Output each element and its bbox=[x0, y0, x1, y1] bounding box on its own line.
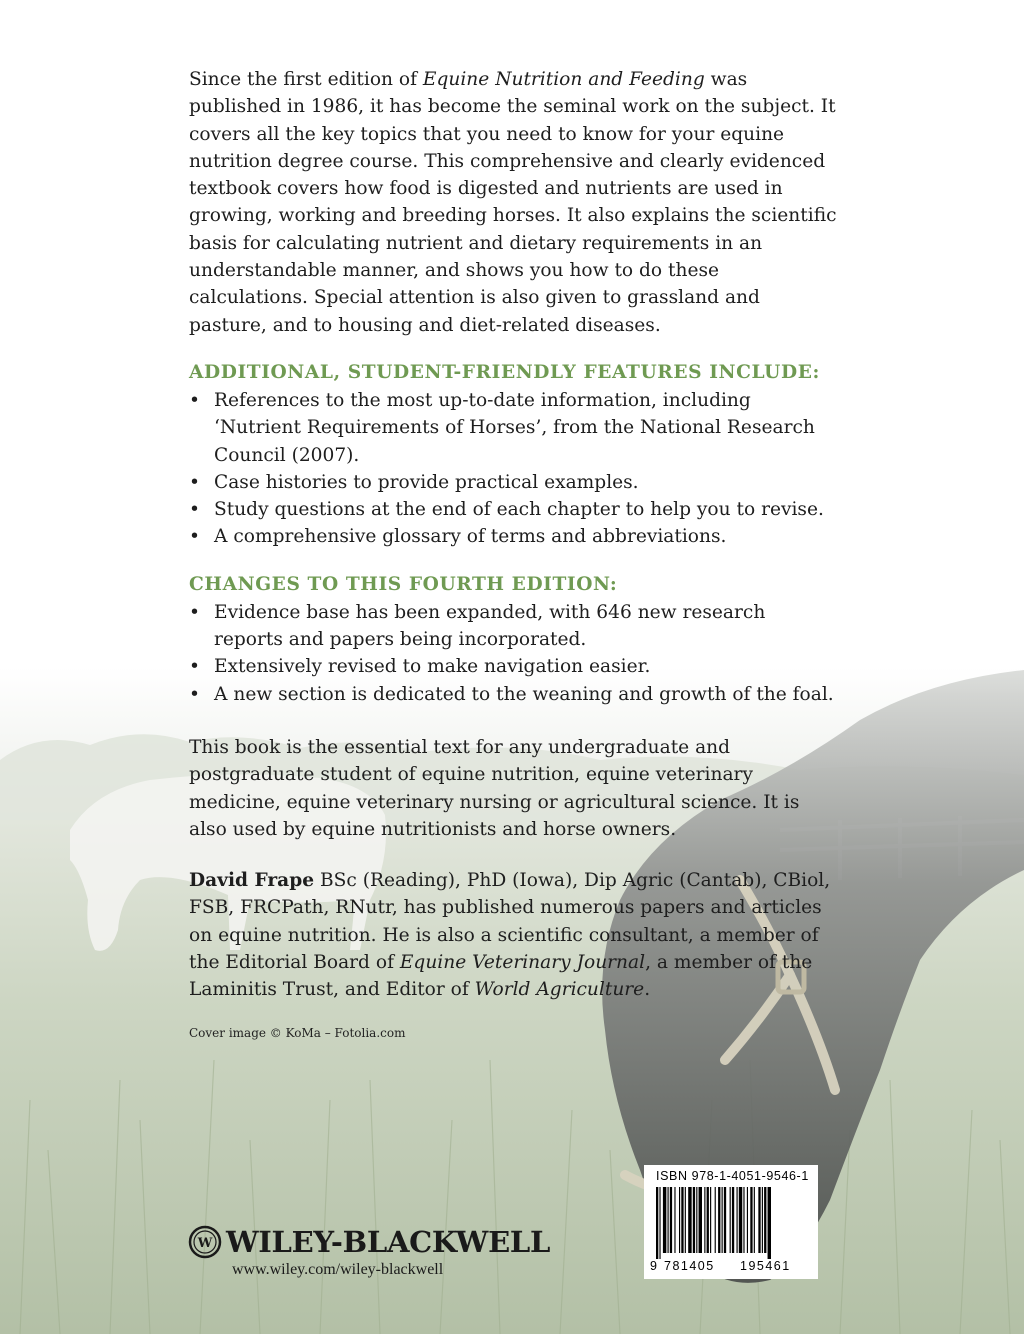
barcode-bar bbox=[704, 1187, 705, 1253]
bullet: • bbox=[189, 683, 200, 705]
barcode-bar bbox=[688, 1187, 691, 1253]
audience-paragraph: This book is the essential text for any undergraduate and postgraduate student of equine nutrition, equine veterinary medicine, equine veterinary nursing or agricultural science. It is also used by equine nutritionists and horse owners. bbox=[189, 736, 800, 840]
world-agriculture-title: World Agriculture bbox=[474, 979, 645, 1001]
list-item-text: References to the most up-to-date information, including ‘Nutrient Requirements of Horses’, from the National Research Council (2007). bbox=[214, 389, 815, 466]
barcode-bar bbox=[685, 1187, 686, 1253]
author-bio-text: . bbox=[644, 979, 651, 1001]
barcode-bar bbox=[674, 1187, 675, 1253]
intro-paragraph bbox=[189, 66, 839, 339]
features-heading: ADDITIONAL, STUDENT-FRIENDLY FEATURES INCLUDE: bbox=[189, 361, 820, 383]
publisher-url: www.wiley.com/wiley-blackwell bbox=[232, 1261, 444, 1278]
barcode-bar bbox=[762, 1187, 763, 1253]
list-item-text: Extensively revised to make navigation easier. bbox=[214, 656, 651, 678]
barcode-bar bbox=[693, 1187, 695, 1253]
barcode-bar bbox=[710, 1187, 711, 1253]
wiley-blackwell-logo bbox=[188, 1225, 550, 1259]
publisher-block bbox=[188, 1225, 550, 1279]
isbn-number: ISBN 978-1-4051-9546-1 bbox=[656, 1169, 809, 1183]
list-item bbox=[189, 496, 839, 523]
bullet: • bbox=[189, 656, 200, 678]
journal-title: Equine Veterinary Journal bbox=[399, 952, 646, 974]
bullet: • bbox=[189, 601, 200, 623]
barcode-lead-digit: 9 bbox=[650, 1259, 657, 1273]
barcode-bar bbox=[724, 1187, 726, 1253]
list-item bbox=[189, 523, 839, 550]
barcode-bar bbox=[768, 1187, 771, 1259]
barcode-bar bbox=[732, 1187, 734, 1253]
barcode-bar bbox=[754, 1187, 755, 1253]
barcode-bar bbox=[718, 1187, 720, 1253]
author-name: David Frape bbox=[189, 870, 315, 892]
barcode-bar bbox=[739, 1187, 742, 1253]
author-bio-text: , a member of the Laminitis Trust, and Editor of bbox=[189, 952, 813, 1001]
list-item-text: Study questions at the end of each chapter to help you to revise. bbox=[214, 499, 824, 521]
book-title: Equine Nutrition and Feeding bbox=[422, 69, 705, 90]
barcode-bar bbox=[764, 1187, 766, 1253]
list-item bbox=[189, 599, 839, 654]
list-item bbox=[189, 681, 839, 708]
changes-heading: CHANGES TO THIS FOURTH EDITION: bbox=[189, 573, 618, 595]
barcode-bar bbox=[681, 1187, 683, 1253]
barcode-icon bbox=[650, 1187, 812, 1259]
barcode-bar bbox=[699, 1187, 702, 1253]
bullet: • bbox=[189, 499, 200, 521]
emblem-letter: W bbox=[197, 1236, 213, 1251]
barcode-bar bbox=[715, 1187, 716, 1253]
barcode-bar bbox=[758, 1187, 760, 1253]
barcode-bar bbox=[730, 1187, 731, 1253]
publisher-name: WILEY-BLACKWELL bbox=[226, 1225, 551, 1259]
features-list bbox=[189, 387, 839, 551]
barcode-bar bbox=[659, 1187, 660, 1259]
barcode-bar bbox=[670, 1187, 672, 1253]
bullet: • bbox=[189, 471, 200, 493]
barcode-bar bbox=[663, 1187, 666, 1253]
barcode-bar bbox=[743, 1187, 744, 1253]
barcode-bar bbox=[750, 1187, 752, 1253]
isbn-barcode bbox=[644, 1165, 818, 1279]
barcode-bar bbox=[737, 1187, 738, 1253]
barcode-bar bbox=[747, 1187, 748, 1253]
list-item bbox=[189, 387, 839, 469]
list-item bbox=[189, 653, 839, 680]
list-item-text: Case histories to provide practical examples. bbox=[214, 471, 639, 493]
list-item-text: Evidence base has been expanded, with 646 new research reports and papers being incorporated. bbox=[214, 601, 766, 651]
changes-list bbox=[189, 599, 839, 708]
barcode-bar bbox=[696, 1187, 697, 1253]
author-bio bbox=[189, 867, 839, 1003]
barcode-bar bbox=[722, 1187, 723, 1253]
bullet: • bbox=[189, 526, 200, 548]
wiley-emblem-icon bbox=[188, 1225, 222, 1259]
barcode-right-digits: 195461 bbox=[740, 1259, 791, 1273]
intro-text-start: Since the first edition of bbox=[189, 69, 423, 90]
barcode-bar bbox=[668, 1187, 669, 1253]
back-cover-text bbox=[189, 66, 839, 1040]
list-item-text: A new section is dedicated to the weaning and growth of the foal. bbox=[214, 683, 834, 705]
author-bio-text: BSc (Reading), PhD (Iowa), Dip Agric (Cantab), CBiol, FSB, FRCPath, RNutr, has published numerous papers and articles on equine nutrition. He is also a scientific consultant, a member of the Editorial Board of bbox=[189, 870, 831, 974]
bullet: • bbox=[189, 389, 200, 411]
cover-image-credit: Cover image © KoMa – Fotolia.com bbox=[189, 1025, 406, 1040]
barcode-bar bbox=[656, 1187, 658, 1259]
list-item bbox=[189, 469, 839, 496]
barcode-bar bbox=[679, 1187, 680, 1253]
barcode-left-digits: 781405 bbox=[664, 1259, 715, 1273]
barcode-bar bbox=[707, 1187, 709, 1253]
intro-text-rest: was published in 1986, it has become the seminal work on the subject. It covers all the key topics that you need to know for your equine nutrition degree course. This comprehensive and clearly evidenced textbook covers how food is digested and nutrients are used in growing, working and breeding horses. It also explains the scientific basis for calculating nutrient and dietary requirements in an understandable manner, and shows you how to do these calculations. Special attention is also given to grassland and pasture, and to housing and diet-related diseases. bbox=[189, 69, 837, 336]
list-item-text: A comprehensive glossary of terms and abbreviations. bbox=[214, 526, 727, 548]
